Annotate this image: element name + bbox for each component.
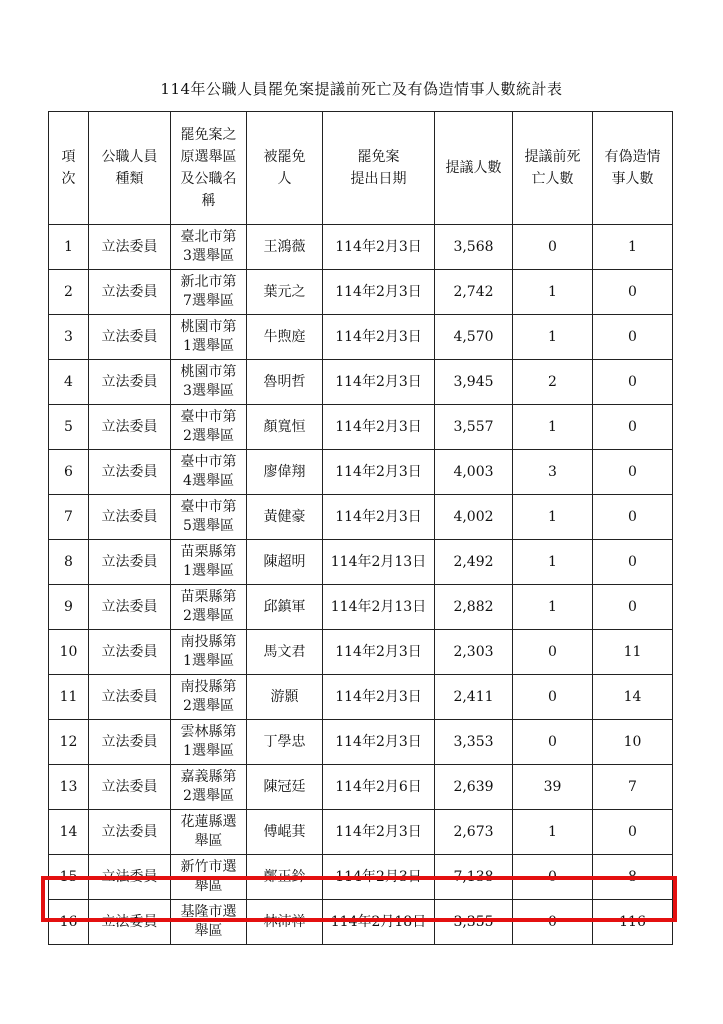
cell-district <box>171 315 247 360</box>
cell-date <box>323 495 435 540</box>
cell-deceased <box>513 585 593 630</box>
table-row <box>49 270 673 315</box>
cell-district-text: 雲林縣第 1選舉區 <box>180 724 237 759</box>
cell-proposers <box>435 270 513 315</box>
cell-proposers-text: 4,003 <box>453 463 494 480</box>
cell-type <box>89 270 171 315</box>
cell-date <box>323 270 435 315</box>
cell-type-text: 立法委員 <box>101 598 158 615</box>
cell-type-text: 立法委員 <box>101 778 158 795</box>
cell-proposers <box>435 810 513 855</box>
cell-type <box>89 855 171 900</box>
cell-no-text: 12 <box>59 733 78 750</box>
header-cell-forged: 有偽造情 事人數 <box>593 112 673 225</box>
header-cell-deceased: 提議前死 亡人數 <box>513 112 593 225</box>
cell-person <box>247 900 323 945</box>
cell-date-text: 114年2月13日 <box>330 553 427 570</box>
cell-forged-text: 7 <box>628 778 637 795</box>
cell-deceased <box>513 855 593 900</box>
cell-type-text: 立法委員 <box>101 463 158 480</box>
cell-no-text: 15 <box>59 868 78 885</box>
cell-district-text: 基隆市選 舉區 <box>180 904 237 939</box>
cell-district-text: 新北市第 7選舉區 <box>180 274 237 309</box>
cell-type-text: 立法委員 <box>101 913 158 930</box>
cell-deceased-text: 1 <box>548 553 557 570</box>
table-row <box>49 675 673 720</box>
cell-no-text: 11 <box>59 688 78 705</box>
cell-date-text: 114年2月13日 <box>330 598 427 615</box>
cell-date-text: 114年2月3日 <box>335 508 422 525</box>
cell-person-text: 林沛祥 <box>263 913 306 930</box>
cell-proposers-text: 2,492 <box>453 553 494 570</box>
cell-district-text: 苗栗縣第 1選舉區 <box>180 544 237 579</box>
header-cell-person: 被罷免 人 <box>247 112 323 225</box>
table-row <box>49 540 673 585</box>
cell-forged-text: 0 <box>628 508 637 525</box>
cell-district <box>171 765 247 810</box>
cell-type-text: 立法委員 <box>101 553 158 570</box>
cell-forged <box>593 405 673 450</box>
table-row <box>49 450 673 495</box>
header-row <box>49 112 673 225</box>
cell-person-text: 傅崐萁 <box>263 823 306 840</box>
cell-no <box>49 810 89 855</box>
cell-district-text: 苗栗縣第 2選舉區 <box>180 589 237 624</box>
cell-forged <box>593 630 673 675</box>
cell-district <box>171 495 247 540</box>
cell-no-text: 14 <box>59 823 78 840</box>
cell-date <box>323 405 435 450</box>
cell-proposers <box>435 405 513 450</box>
cell-type <box>89 405 171 450</box>
cell-date <box>323 315 435 360</box>
cell-proposers <box>435 450 513 495</box>
table-row <box>49 315 673 360</box>
cell-person <box>247 450 323 495</box>
cell-type <box>89 225 171 270</box>
cell-deceased-text: 1 <box>548 328 557 345</box>
cell-date <box>323 855 435 900</box>
cell-deceased-text: 1 <box>548 283 557 300</box>
cell-deceased-text: 1 <box>548 598 557 615</box>
cell-type-text: 立法委員 <box>101 688 158 705</box>
cell-date <box>323 540 435 585</box>
cell-forged-text: 0 <box>628 328 637 345</box>
cell-district <box>171 225 247 270</box>
table-row <box>49 495 673 540</box>
cell-forged-text: 0 <box>628 373 637 390</box>
cell-deceased-text: 0 <box>548 643 557 660</box>
cell-no-text: 9 <box>64 598 73 615</box>
cell-proposers <box>435 630 513 675</box>
table-row <box>49 810 673 855</box>
cell-district-text: 臺中市第 2選舉區 <box>180 409 237 444</box>
cell-no <box>49 765 89 810</box>
cell-type <box>89 630 171 675</box>
cell-proposers-text: 3,353 <box>453 733 494 750</box>
cell-forged <box>593 315 673 360</box>
cell-proposers <box>435 315 513 360</box>
cell-deceased <box>513 225 593 270</box>
cell-district <box>171 810 247 855</box>
cell-person <box>247 270 323 315</box>
cell-no <box>49 675 89 720</box>
cell-forged <box>593 495 673 540</box>
table-header <box>49 112 673 225</box>
table-row <box>49 900 673 945</box>
cell-no-text: 13 <box>59 778 78 795</box>
cell-proposers <box>435 900 513 945</box>
cell-forged <box>593 720 673 765</box>
cell-forged-text: 11 <box>623 643 642 660</box>
cell-no <box>49 630 89 675</box>
cell-type <box>89 585 171 630</box>
cell-proposers <box>435 765 513 810</box>
cell-person-text: 陳冠廷 <box>263 778 306 795</box>
table-row <box>49 630 673 675</box>
table-row <box>49 405 673 450</box>
cell-proposers <box>435 720 513 765</box>
cell-district <box>171 405 247 450</box>
cell-forged <box>593 765 673 810</box>
cell-no <box>49 900 89 945</box>
cell-date-text: 114年2月3日 <box>335 418 422 435</box>
header-cell-proposers: 提議人數 <box>435 112 513 225</box>
cell-date-text: 114年2月3日 <box>335 373 422 390</box>
cell-type <box>89 540 171 585</box>
cell-district-text: 桃園市第 3選舉區 <box>180 364 237 399</box>
table-row <box>49 585 673 630</box>
cell-type <box>89 360 171 405</box>
cell-deceased <box>513 495 593 540</box>
cell-forged-text: 0 <box>628 598 637 615</box>
header-cell-district: 罷免案之 原選舉區 及公職名 稱 <box>171 112 247 225</box>
cell-no-text: 8 <box>64 553 73 570</box>
table-row <box>49 720 673 765</box>
cell-type <box>89 720 171 765</box>
cell-proposers-text: 3,568 <box>453 238 494 255</box>
cell-type <box>89 315 171 360</box>
cell-person-text: 廖偉翔 <box>263 463 306 480</box>
cell-type <box>89 765 171 810</box>
table-row <box>49 360 673 405</box>
cell-type <box>89 810 171 855</box>
cell-district <box>171 450 247 495</box>
cell-type <box>89 495 171 540</box>
cell-person-text: 葉元之 <box>263 283 306 300</box>
cell-date-text: 114年2月3日 <box>335 328 422 345</box>
cell-person <box>247 630 323 675</box>
cell-forged-text: 1 <box>628 238 637 255</box>
cell-forged <box>593 225 673 270</box>
cell-no-text: 10 <box>59 643 78 660</box>
cell-date <box>323 360 435 405</box>
cell-district-text: 南投縣第 1選舉區 <box>180 634 237 669</box>
document-title: 114年公職人員罷免案提議前死亡及有偽造情事人數統計表 <box>160 80 563 98</box>
cell-district <box>171 630 247 675</box>
cell-person <box>247 315 323 360</box>
cell-type <box>89 900 171 945</box>
cell-type-text: 立法委員 <box>101 868 158 885</box>
cell-no <box>49 495 89 540</box>
cell-district-text: 新竹市選 舉區 <box>180 859 237 894</box>
cell-deceased <box>513 765 593 810</box>
cell-proposers <box>435 540 513 585</box>
table-row <box>49 225 673 270</box>
cell-proposers-text: 2,639 <box>453 778 494 795</box>
cell-district-text: 臺北市第 3選舉區 <box>180 229 237 264</box>
header-cell-type: 公職人員 種類 <box>89 112 171 225</box>
cell-no-text: 16 <box>59 913 78 930</box>
cell-date <box>323 585 435 630</box>
cell-deceased-text: 0 <box>548 688 557 705</box>
cell-person-text: 陳超明 <box>263 553 306 570</box>
cell-proposers-text: 3,557 <box>453 418 494 435</box>
cell-date-text: 114年2月3日 <box>335 283 422 300</box>
cell-date-text: 114年2月3日 <box>335 868 422 885</box>
cell-district <box>171 675 247 720</box>
cell-district-text: 南投縣第 2選舉區 <box>180 679 237 714</box>
cell-date <box>323 675 435 720</box>
cell-no <box>49 225 89 270</box>
cell-deceased <box>513 630 593 675</box>
cell-type-text: 立法委員 <box>101 643 158 660</box>
cell-person <box>247 765 323 810</box>
cell-district <box>171 540 247 585</box>
cell-proposers-text: 3,355 <box>453 913 494 930</box>
cell-no-text: 6 <box>64 463 73 480</box>
cell-deceased-text: 1 <box>548 418 557 435</box>
cell-date-text: 114年2月3日 <box>335 643 422 660</box>
cell-proposers-text: 2,411 <box>453 688 494 705</box>
cell-district-text: 臺中市第 4選舉區 <box>180 454 237 489</box>
cell-no <box>49 720 89 765</box>
header-cell-no: 項 次 <box>49 112 89 225</box>
cell-district <box>171 900 247 945</box>
cell-date <box>323 720 435 765</box>
cell-person <box>247 225 323 270</box>
cell-no <box>49 540 89 585</box>
cell-forged-text: 0 <box>628 553 637 570</box>
cell-person-text: 牛煦庭 <box>263 328 306 345</box>
cell-person <box>247 405 323 450</box>
cell-no <box>49 855 89 900</box>
cell-person <box>247 720 323 765</box>
cell-district-text: 嘉義縣第 2選舉區 <box>180 769 237 804</box>
cell-person <box>247 855 323 900</box>
table-body <box>49 225 673 945</box>
cell-district <box>171 270 247 315</box>
cell-deceased <box>513 360 593 405</box>
cell-no-text: 3 <box>64 328 73 345</box>
cell-date-text: 114年2月3日 <box>335 238 422 255</box>
cell-person-text: 魯明哲 <box>263 373 306 390</box>
cell-forged <box>593 270 673 315</box>
cell-date-text: 114年2月3日 <box>335 733 422 750</box>
cell-person-text: 黃健豪 <box>263 508 306 525</box>
cell-date-text: 114年2月18日 <box>330 913 427 930</box>
cell-date <box>323 630 435 675</box>
cell-type-text: 立法委員 <box>101 283 158 300</box>
cell-deceased-text: 1 <box>548 508 557 525</box>
cell-forged-text: 0 <box>628 463 637 480</box>
header-cell-date: 罷免案 提出日期 <box>323 112 435 225</box>
cell-forged-text: 10 <box>623 733 642 750</box>
cell-deceased <box>513 675 593 720</box>
cell-no <box>49 585 89 630</box>
cell-proposers <box>435 360 513 405</box>
cell-deceased-text: 39 <box>543 778 562 795</box>
cell-deceased <box>513 540 593 585</box>
cell-no-text: 2 <box>64 283 73 300</box>
cell-person <box>247 360 323 405</box>
cell-deceased-text: 0 <box>548 868 557 885</box>
cell-forged <box>593 855 673 900</box>
cell-proposers <box>435 675 513 720</box>
cell-date-text: 114年2月3日 <box>335 823 422 840</box>
cell-person <box>247 540 323 585</box>
cell-proposers-text: 4,002 <box>453 508 494 525</box>
cell-district-text: 桃園市第 1選舉區 <box>180 319 237 354</box>
cell-forged <box>593 450 673 495</box>
cell-forged-text: 0 <box>628 823 637 840</box>
cell-type-text: 立法委員 <box>101 508 158 525</box>
cell-deceased <box>513 450 593 495</box>
cell-forged-text: 0 <box>628 418 637 435</box>
cell-proposers-text: 2,742 <box>453 283 494 300</box>
cell-forged-text: 116 <box>619 913 646 930</box>
cell-person-text: 馬文君 <box>263 643 306 660</box>
cell-person <box>247 810 323 855</box>
cell-forged <box>593 675 673 720</box>
cell-forged <box>593 900 673 945</box>
cell-deceased-text: 2 <box>548 373 557 390</box>
cell-proposers <box>435 585 513 630</box>
cell-date-text: 114年2月3日 <box>335 463 422 480</box>
cell-deceased-text: 0 <box>548 238 557 255</box>
statistics-table <box>48 111 673 945</box>
cell-person-text: 鄭正鈐 <box>263 868 306 885</box>
cell-forged-text: 0 <box>628 283 637 300</box>
cell-forged-text: 8 <box>628 868 637 885</box>
cell-no <box>49 315 89 360</box>
cell-district <box>171 855 247 900</box>
cell-proposers <box>435 855 513 900</box>
cell-district-text: 花蓮縣選 舉區 <box>180 814 237 849</box>
cell-deceased <box>513 270 593 315</box>
cell-forged-text: 14 <box>623 688 642 705</box>
cell-person-text: 顏寬恒 <box>263 418 306 435</box>
cell-district <box>171 585 247 630</box>
cell-type <box>89 675 171 720</box>
cell-type-text: 立法委員 <box>101 418 158 435</box>
cell-forged <box>593 810 673 855</box>
cell-no-text: 7 <box>64 508 73 525</box>
cell-proposers-text: 4,570 <box>453 328 494 345</box>
cell-forged <box>593 360 673 405</box>
cell-proposers-text: 2,673 <box>453 823 494 840</box>
cell-deceased-text: 0 <box>548 913 557 930</box>
cell-no-text: 5 <box>64 418 73 435</box>
cell-proposers <box>435 225 513 270</box>
cell-proposers-text: 2,882 <box>453 598 494 615</box>
table-row <box>49 855 673 900</box>
cell-no <box>49 360 89 405</box>
cell-deceased <box>513 405 593 450</box>
cell-person <box>247 585 323 630</box>
cell-person-text: 邱鎮軍 <box>263 598 306 615</box>
cell-district <box>171 720 247 765</box>
cell-date <box>323 225 435 270</box>
cell-person <box>247 675 323 720</box>
cell-deceased <box>513 720 593 765</box>
cell-person <box>247 495 323 540</box>
cell-deceased <box>513 315 593 360</box>
cell-date-text: 114年2月3日 <box>335 688 422 705</box>
cell-no <box>49 405 89 450</box>
cell-proposers-text: 3,945 <box>453 373 494 390</box>
cell-deceased-text: 1 <box>548 823 557 840</box>
cell-date <box>323 765 435 810</box>
cell-date <box>323 810 435 855</box>
cell-type-text: 立法委員 <box>101 328 158 345</box>
cell-deceased-text: 3 <box>548 463 557 480</box>
cell-district-text: 臺中市第 5選舉區 <box>180 499 237 534</box>
cell-no <box>49 270 89 315</box>
cell-district <box>171 360 247 405</box>
cell-type <box>89 450 171 495</box>
cell-no <box>49 450 89 495</box>
cell-person-text: 王鴻薇 <box>263 238 306 255</box>
cell-proposers <box>435 495 513 540</box>
table-row <box>49 765 673 810</box>
cell-forged <box>593 540 673 585</box>
cell-deceased-text: 0 <box>548 733 557 750</box>
cell-type-text: 立法委員 <box>101 238 158 255</box>
cell-date-text: 114年2月6日 <box>335 778 422 795</box>
cell-type-text: 立法委員 <box>101 823 158 840</box>
cell-type-text: 立法委員 <box>101 373 158 390</box>
cell-no-text: 4 <box>64 373 73 390</box>
cell-forged <box>593 585 673 630</box>
cell-proposers-text: 2,303 <box>453 643 494 660</box>
cell-person-text: 游顥 <box>270 688 299 705</box>
cell-proposers-text: 7,138 <box>453 868 494 885</box>
cell-person-text: 丁學忠 <box>263 733 306 750</box>
cell-deceased <box>513 810 593 855</box>
cell-date <box>323 900 435 945</box>
cell-type-text: 立法委員 <box>101 733 158 750</box>
cell-date <box>323 450 435 495</box>
cell-no-text: 1 <box>64 238 73 255</box>
cell-deceased <box>513 900 593 945</box>
